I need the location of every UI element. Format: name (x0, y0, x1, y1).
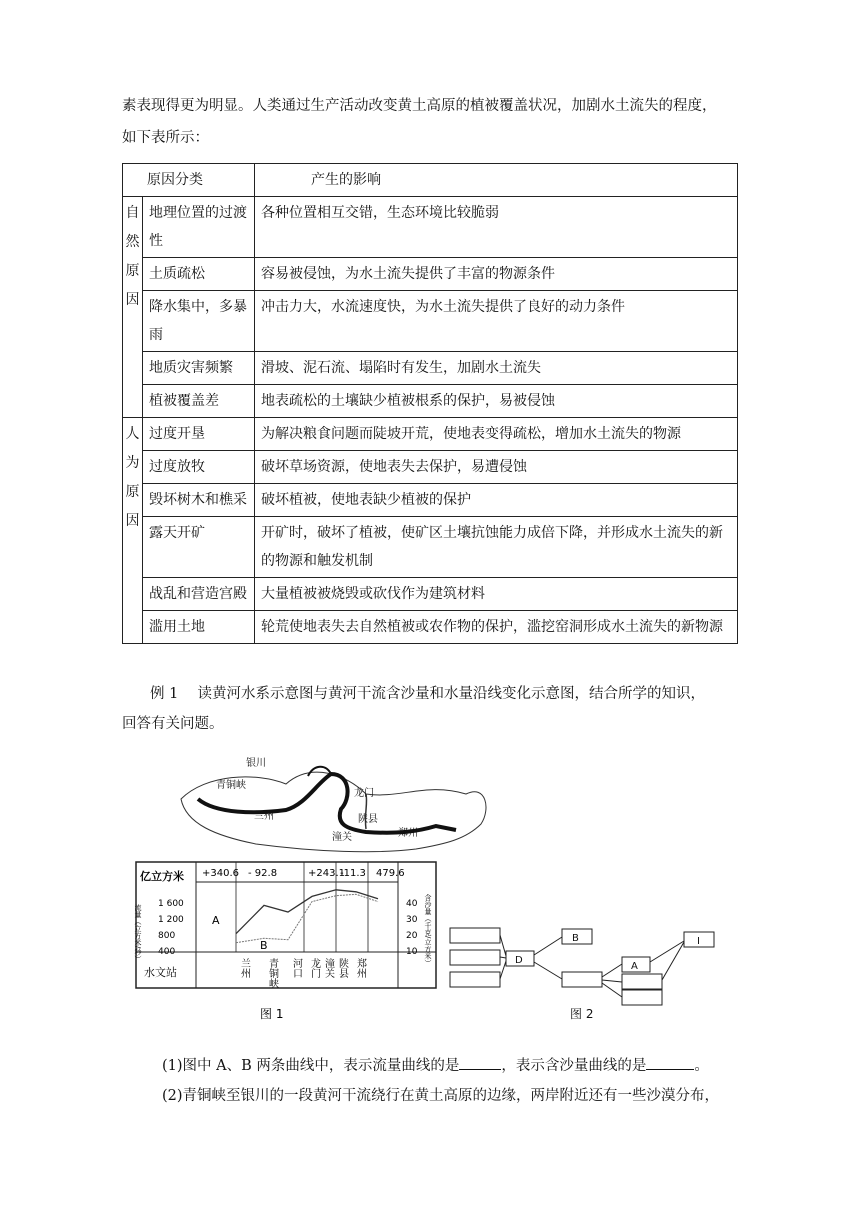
effect-cell: 容易被侵蚀，为水土流失提供了丰富的物源条件 (255, 258, 738, 291)
cause-cell: 土质疏松 (143, 258, 255, 291)
cause-cell: 过度开垦 (143, 418, 255, 451)
cause-cell: 降水集中，多暴雨 (143, 291, 255, 352)
map-label-tongguan: 潼关 (332, 832, 352, 843)
right-tick-label: 30 (406, 915, 418, 925)
station-name: 陕县 (336, 958, 348, 978)
series-b-label: B (260, 939, 268, 952)
table-row (123, 451, 738, 484)
example-line-1: 例 1 读黄河水系示意图与黄河干流含沙量和水量沿线变化示意图，结合所学的知识， (150, 686, 705, 702)
effect-cell: 冲击力大，水流速度快，为水土流失提供了良好的动力条件 (255, 291, 738, 352)
table-row (123, 517, 738, 578)
table-row (123, 258, 738, 291)
table-row (123, 418, 738, 451)
flow-diagram (450, 928, 714, 1005)
table-row (123, 385, 738, 418)
series-a-line (236, 890, 378, 934)
map-label-zhengzhou: 郑州 (398, 828, 418, 839)
question-2: (2)青铜峡至银川的一段黄河干流绕行在黄土高原的边缘，两岸附近还有一些沙漠分布， (162, 1088, 720, 1104)
table-row (123, 352, 738, 385)
answer-blank-1[interactable] (459, 1055, 501, 1070)
segment-change-label: - 92.8 (248, 868, 278, 879)
effect-cell: 地表疏松的土壤缺少植被根系的保护，易被侵蚀 (255, 385, 738, 418)
natural-causes-group-text: 自然原因 (125, 205, 140, 308)
intro-line-2: 如下表所示： (122, 130, 209, 146)
left-tick-label: 1 600 (158, 899, 184, 909)
diagram-label-i: I (697, 936, 700, 947)
answer-blank-2[interactable] (646, 1055, 694, 1070)
question-1-part-a: (1)图中 A、B 两条曲线中，表示流量曲线的是 (162, 1058, 460, 1074)
human-causes-group (123, 418, 143, 644)
station-name: 兰州 (238, 958, 250, 978)
cause-cell: 地理位置的过渡性 (143, 197, 255, 258)
station-name: 龙门 (308, 958, 320, 978)
left-axis-label: 流量（立方米/秒） (134, 904, 142, 963)
effect-cell: 滑坡、泥石流、塌陷时有发生，加剧水土流失 (255, 352, 738, 385)
map-label-qingtongxia: 青铜峡 (216, 780, 246, 791)
effect-cell: 破坏草场资源，使地表失去保护，易遭侵蚀 (255, 451, 738, 484)
figure-1-caption: 图 1 (260, 1007, 284, 1021)
station-label: 水文站 (144, 966, 177, 979)
effect-cell: 大量植被被烧毁或砍伐作为建筑材料 (255, 578, 738, 611)
effect-cell: 开矿时，破坏了植被，使矿区土壤抗蚀能力成倍下降，并形成水土流失的新的物源和触发机制 (255, 517, 738, 578)
header-cause: 原因分类 (123, 164, 255, 197)
flow-chart (134, 862, 437, 1021)
cause-cell: 战乱和营造宫殿 (143, 578, 255, 611)
station-name: 潼关 (322, 958, 334, 978)
effect-cell: 为解决粮食问题而陡坡开荒，使地表变得疏松，增加水土流失的物源 (255, 418, 738, 451)
segment-change-label: -11.3 (340, 868, 366, 879)
table-row (123, 611, 738, 644)
map-labels (216, 756, 418, 843)
cause-cell: 地质灾害频繁 (143, 352, 255, 385)
intro-line-1: 素表现得更为明显。人类通过生产活动改变黄土高原的植被覆盖状况，加剧水土流失的程度， (122, 98, 717, 114)
effect-cell: 轮荒使地表失去自然植被或农作物的保护，滥挖窑洞形成水土流失的新物源 (255, 611, 738, 644)
station-name: 河口 (290, 958, 302, 978)
cause-cell: 滥用土地 (143, 611, 255, 644)
diagram-label-a: A (631, 961, 638, 972)
table-row (123, 291, 738, 352)
causes-table (122, 163, 738, 644)
map-label-yinchuan: 银川 (246, 758, 266, 769)
left-unit-label: 亿立方米 (140, 870, 184, 883)
map-label-lanzhou: 兰州 (254, 811, 274, 822)
diagram-label-b: B (572, 933, 579, 944)
map-label-shanxian: 陕县 (358, 814, 378, 825)
station-name: 青铜峡 (266, 958, 278, 988)
segment-change-label: 479.6 (376, 868, 405, 879)
question-1-part-b: ，表示含沙量曲线的是 (501, 1058, 647, 1074)
segment-change-label: +340.6 (202, 868, 240, 879)
table-header-row (123, 164, 738, 197)
right-tick-label: 10 (406, 947, 418, 957)
map-label-longmen: 龙门 (354, 788, 374, 799)
question-1 (162, 1052, 742, 1080)
effect-cell: 破坏植被，使地表缺少植被的保护 (255, 484, 738, 517)
cause-cell: 露天开矿 (143, 517, 255, 578)
right-tick-label: 20 (406, 931, 418, 941)
cause-cell: 植被覆盖差 (143, 385, 255, 418)
series-a-label: A (212, 914, 220, 927)
table-row (123, 197, 738, 258)
segment-change-label: +243.1 (308, 868, 346, 879)
cause-cell: 过度放牧 (143, 451, 255, 484)
left-tick-label: 400 (158, 947, 176, 957)
figure-svg (136, 744, 736, 1044)
effect-cell: 各种位置相互交错，生态环境比较脆弱 (255, 197, 738, 258)
left-tick-label: 1 200 (158, 915, 184, 925)
left-tick-label: 800 (158, 931, 176, 941)
header-effect: 产生的影响 (255, 164, 738, 197)
example-line-2: 回答有关问题。 (122, 716, 224, 732)
right-tick-label: 40 (406, 899, 418, 909)
table-row (123, 484, 738, 517)
question-1-part-c: 。 (694, 1058, 709, 1074)
table-row (123, 578, 738, 611)
right-axis-label: 含沙量（千克/立方米） (424, 894, 432, 967)
figure-area (136, 744, 736, 1048)
diagram-label-d: D (515, 955, 523, 966)
cause-cell: 毁坏树木和樵采 (143, 484, 255, 517)
station-name: 郑州 (354, 958, 366, 978)
human-causes-group-text: 人为原因 (125, 426, 140, 529)
series-b-line (236, 894, 378, 942)
figure-2-caption: 图 2 (570, 1007, 594, 1021)
natural-causes-group (123, 197, 143, 418)
